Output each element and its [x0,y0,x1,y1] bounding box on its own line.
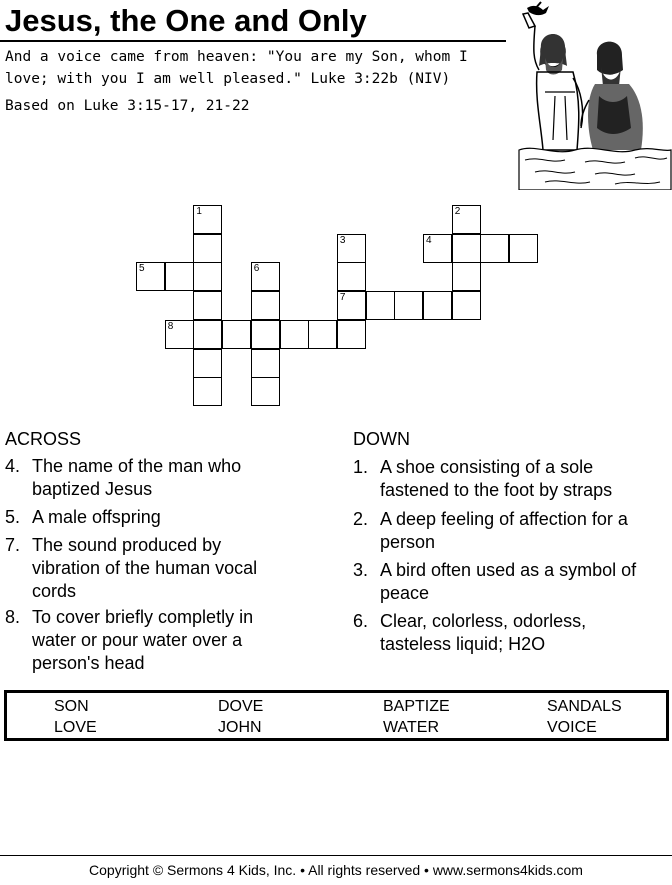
footer-divider [0,855,672,856]
clue-num: 1. [353,457,369,477]
word-bank-item: DOVE [218,698,264,715]
clue-number: 8 [167,320,174,332]
clue-number: 2 [454,206,461,217]
crossword-cell[interactable] [509,234,538,263]
word-bank-item: SON [54,698,89,715]
clue-item [5,606,253,675]
crossword-cell[interactable] [251,320,280,349]
down-heading: DOWN [353,429,410,449]
crossword-cell[interactable] [280,320,309,349]
crossword-cell[interactable] [193,291,222,320]
clue-item [5,534,257,603]
verse-line: And a voice came from heaven: "You are my Son, whom I [5,49,468,65]
word-bank-item: LOVE [54,719,97,736]
clue-text: A male offspring [32,507,161,527]
clue-number: 1 [196,206,202,217]
clue-text: To cover briefly completly in [32,607,254,627]
clue-text: cords [32,581,77,601]
clue-text: fastened to the foot by straps [380,480,613,500]
clue-number: 6 [253,263,260,275]
clue-item [5,455,241,501]
clue-num: 4. [5,456,21,476]
crossword-cell[interactable] [193,262,222,291]
clue-num: 3. [353,560,369,580]
crossword-cell[interactable] [337,234,366,263]
clue-number: 4 [426,234,432,246]
crossword-cell[interactable] [452,205,481,234]
crossword-cell[interactable] [165,262,194,291]
crossword-cell[interactable] [251,291,280,320]
crossword-cell[interactable] [193,349,222,378]
word-bank-item: WATER [383,719,439,736]
clue-num: 8. [5,607,21,627]
crossword-cell[interactable] [423,291,452,320]
clue-number: 5 [139,263,145,275]
crossword-cell[interactable] [480,234,509,263]
verse-line: love; with you I am well pleased." Luke 3:22b (NIV) [5,71,451,87]
crossword-cell[interactable] [136,262,165,291]
crossword-cell[interactable] [337,320,366,349]
clue-item [353,508,628,554]
across-heading: ACROSS [5,429,82,449]
clue-text: Clear, colorless, odorless, [380,611,587,631]
clue-text: water or pour water over a [32,630,243,650]
word-bank-item: BAPTIZE [383,698,450,715]
clue-text: The name of the man who [32,456,242,476]
word-bank-item: VOICE [547,719,597,736]
clue-text: A shoe consisting of a sole [380,457,594,477]
baptism-of-jesus-illustration [515,0,672,190]
crossword-cell[interactable] [193,320,222,349]
crossword-cell[interactable] [308,320,337,349]
clue-text: baptized Jesus [32,479,153,499]
clue-text: A deep feeling of affection for a [380,509,628,529]
clue-text: vibration of the human vocal [32,558,258,578]
clue-num: 2. [353,509,369,529]
clue-number: 3 [339,234,346,246]
clue-item [353,610,586,656]
crossword-cell[interactable] [337,262,366,291]
clue-item [353,456,612,502]
crossword-cell[interactable] [165,320,194,349]
clue-num: 7. [5,535,21,555]
clue-text: peace [380,583,430,603]
crossword-cell[interactable] [337,291,366,320]
crossword-cell[interactable] [193,377,222,406]
clue-item [5,506,161,529]
clue-number: 7 [339,292,346,304]
clue-num: 6. [353,611,369,631]
bible-verse [5,46,510,90]
title-divider [0,40,506,42]
crossword-cell[interactable] [452,234,481,263]
crossword-cell[interactable] [452,262,481,291]
crossword-cell[interactable] [251,262,280,291]
clue-num: 5. [5,507,21,527]
copyright-footer: Copyright © Sermons 4 Kids, Inc. • All rights reserved • www.sermons4kids.com [89,862,583,878]
crossword-cell[interactable] [423,234,452,263]
page-title: Jesus, the One and Only [5,3,367,38]
word-bank-item: JOHN [218,719,262,736]
clue-text: tasteless liquid; H2O [380,634,546,654]
clue-text: The sound produced by [32,535,222,555]
crossword-cell[interactable] [366,291,395,320]
crossword-cell[interactable] [452,291,481,320]
crossword-cell[interactable] [394,291,423,320]
word-bank-item: SANDALS [547,698,622,715]
clue-text: A bird often used as a symbol of [380,560,637,580]
crossword-cell[interactable] [251,377,280,406]
crossword-cell[interactable] [193,205,222,234]
crossword-cell[interactable] [222,320,251,349]
word-bank [4,690,669,741]
clue-text: person [380,532,436,552]
crossword-cell[interactable] [193,234,222,263]
scripture-reference: Based on Luke 3:15-17, 21-22 [5,98,250,114]
clue-text: person's head [32,653,145,673]
crossword-cell[interactable] [251,349,280,378]
clue-item [353,559,636,605]
